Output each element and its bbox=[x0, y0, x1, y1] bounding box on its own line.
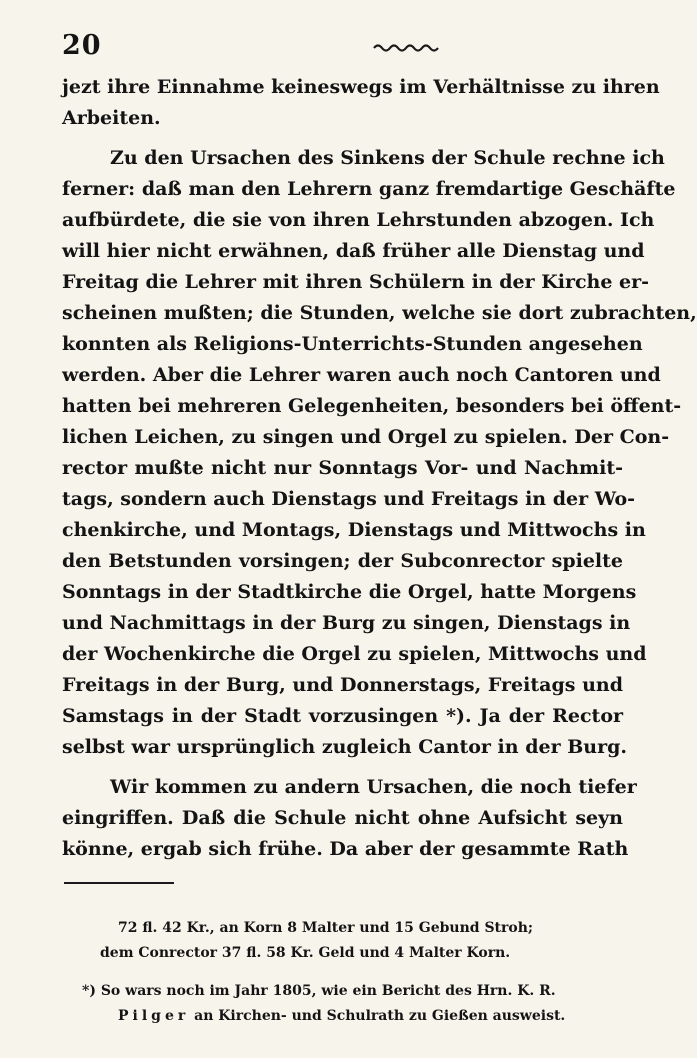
text-line: konnten als Religions-Unterrichts-Stunden angesehen bbox=[62, 333, 643, 355]
footnote-line: dem Conrector 37 fl. 58 Kr. Geld und 4 Malter Korn. bbox=[100, 945, 511, 961]
text-line: rector mußte nicht nur Sonntags Vor- und Nachmit- bbox=[62, 457, 623, 479]
text-line: Zu den Ursachen des Sinkens der Schule rechne ich bbox=[110, 147, 665, 169]
footnote-line bbox=[100, 1004, 625, 1029]
footnote-line: 72 fl. 42 Kr., an Korn 8 Malter und 15 Gebund Stroh; bbox=[118, 920, 534, 936]
text-line: will hier nicht erwähnen, daß früher alle Dienstag und bbox=[62, 240, 645, 262]
text-line: Arbeiten. bbox=[62, 107, 161, 129]
text-line: Sonntags in der Stadtkirche die Orgel, hatte Morgens bbox=[62, 581, 637, 603]
footnote-text: an Kirchen- und Schulrath zu Gießen ausweist. bbox=[189, 1008, 566, 1024]
footnote-name: Pilger bbox=[118, 1008, 190, 1024]
text-line: jezt ihre Einnahme keineswegs im Verhältnisse zu ihren bbox=[62, 76, 660, 98]
text-line: aufbürdete, die sie von ihren Lehrstunden abzogen. Ich bbox=[62, 209, 655, 231]
text-line: und Nachmittags in der Burg zu singen, Dienstags in bbox=[62, 612, 631, 634]
text-line: scheinen mußten; die Stunden, welche sie dort zubrachten, bbox=[62, 302, 697, 324]
text-line: hatten bei mehreren Gelegenheiten, besonders bei öffent- bbox=[62, 395, 682, 417]
text-line: werden. Aber die Lehrer waren auch noch Cantoren und bbox=[62, 364, 661, 386]
text-line: Freitag die Lehrer mit ihren Schülern in der Kirche er- bbox=[62, 271, 650, 293]
text-line: lichen Leichen, zu singen und Orgel zu spielen. Der Con- bbox=[62, 426, 670, 448]
text-line: könne, ergab sich frühe. Da aber der gesammte Rath bbox=[62, 838, 629, 860]
text-line: ferner: daß man den Lehrern ganz fremdartige Geschäfte bbox=[62, 178, 676, 200]
text-line: chenkirche, und Montags, Dienstags und Mittwochs in bbox=[62, 519, 646, 541]
main-text bbox=[62, 72, 697, 865]
text-line: Freitags in der Burg, und Donnerstags, Freitags und bbox=[62, 674, 623, 696]
text-line: Wir kommen zu andern Ursachen, die noch tiefer bbox=[110, 776, 637, 798]
footnote-line: *) So wars noch im Jahr 1805, wie ein Bericht des Hrn. K. R. bbox=[82, 983, 556, 999]
text-line: Samstags in der Stadt vorzusingen *). Ja der Rector bbox=[62, 705, 623, 727]
text-line: den Betstunden vorsingen; der Subconrector spielte bbox=[62, 550, 623, 572]
text-line: tags, sondern auch Dienstags und Freitags in der Wo- bbox=[62, 488, 636, 510]
text-line: eingriffen. Daß die Schule nicht ohne Aufsicht seyn bbox=[62, 807, 623, 829]
footnote-divider bbox=[64, 882, 174, 884]
page-number: 20 bbox=[62, 30, 102, 61]
text-line: selbst war ursprünglich zugleich Cantor in der Burg. bbox=[62, 736, 627, 758]
text-line: der Wochenkirche die Orgel zu spielen, Mittwochs und bbox=[62, 643, 647, 665]
footnotes bbox=[82, 916, 625, 1029]
ornament-icon bbox=[372, 42, 442, 54]
page-header bbox=[60, 28, 625, 68]
